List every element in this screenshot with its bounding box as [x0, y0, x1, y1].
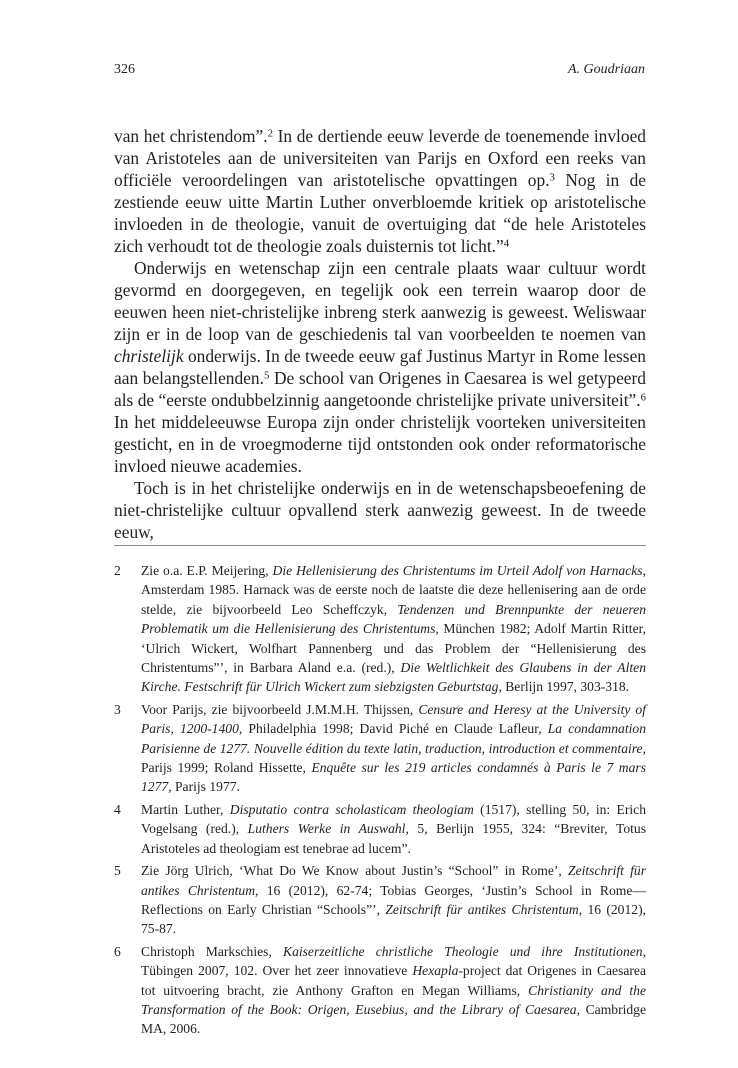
- footnote-divider: [114, 545, 646, 546]
- paragraph: [114, 477, 646, 543]
- paragraph: [114, 125, 646, 257]
- italic-text: Disputatio contra scholasticam theologiam: [229, 801, 474, 817]
- text-run: (1517), stelling 50, in: Erich Vogelsang (red.),: [141, 801, 646, 837]
- text-run: , 5, Berlijn 1955, 324: “Breviter, Totus Aristoteles ad theologiam est tenebrae ad lucem”.: [141, 821, 646, 856]
- footnote-number: 4: [114, 801, 121, 817]
- italic-text: Kaiserzeitliche christliche Theologie und ihre Institutionen: [283, 943, 643, 959]
- text-run: , München 1982; Adolf Martin Ritter, ‘Ulrich Wickert, Wolfhart Pannenberg und das Problem der “Hellenisierung des Christentums”’, in Barbara Aland e.a. (red.),: [141, 621, 646, 676]
- text-run: Martin Luther,: [141, 801, 230, 817]
- text-run: , Amsterdam 1985. Harnack was de eerste noch de laatste die deze hellenisering aan de orde stelde, zie bijvoorbeeld Leo Scheffczyk,: [141, 563, 646, 617]
- italic-text: Hexapla: [412, 963, 459, 979]
- text-run: , Philadelphia 1998; David Piché en Claude Lafleur,: [238, 721, 548, 737]
- footnotes: [114, 561, 646, 1042]
- footnote: [114, 800, 646, 858]
- footnote: [114, 700, 646, 797]
- footnote-number: 6: [114, 943, 121, 959]
- text-run: , 16 (2012), 62-74; Tobias Georges, ‘Justin’s School in Rome—Reflections on Early Christian “Schools”’,: [141, 882, 646, 917]
- italic-text: Zeitschrift für antikes Christentum: [141, 863, 646, 898]
- italic-text: Die Weltlichkeit des Glaubens in der Alten Kirche. Festschrift für Ulrich Wickert zum siebzigsten Geburtstag: [141, 660, 646, 695]
- italic-text: La condamnation Parisienne de 1277. Nouvelle édition du texte latin, traduction, introduction et commentaire: [141, 721, 646, 756]
- text-run: De school van Origenes in Caesarea is wel getypeerd als de “eerste ondubbelzinnig aangetoonde christelijke private universiteit”.: [114, 368, 646, 410]
- text-run: , Tübingen 2007, 102. Over het zeer innovatieve: [141, 943, 646, 979]
- text-run: , Berlijn 1997, 303-318.: [498, 679, 630, 695]
- footnote-ref: 3: [549, 171, 555, 184]
- text-run: -project dat Origenes in Caesarea tot uitvoering bracht, zie Anthony Grafton en Megan Williams,: [141, 963, 646, 998]
- text-run: Zie o.a. E.P. Meijering,: [141, 563, 273, 578]
- footnote-number: 3: [114, 701, 121, 717]
- page-number: 326: [114, 62, 135, 77]
- italic-text: Enquête sur les 219 articles condamnés à Paris le 7 mars 1277: [141, 760, 646, 795]
- italic-text: Censure and Heresy at the University of Paris, 1200-1400: [141, 701, 646, 737]
- text-run: Zie Jörg Ulrich, ‘What Do We Know about Justin’s “School” in Rome’,: [141, 863, 569, 879]
- text-run: , Cambridge MA, 2006.: [141, 1001, 646, 1037]
- text-run: , Parijs 1977.: [168, 779, 240, 795]
- italic-text: Zeitschrift für antikes Christentum: [385, 901, 579, 917]
- footnote: [114, 861, 646, 939]
- footnote-ref: 4: [503, 237, 510, 250]
- footnote-ref: 6: [640, 391, 646, 404]
- footnote: [114, 561, 646, 697]
- footnote-number: 2: [114, 563, 121, 578]
- italic-text: Tendenzen und Brennpunkte der neueren Problematik um die Hellenisierung des Christentums: [141, 601, 646, 637]
- text-run: Toch is in het christelijke onderwijs en in de wetenschapsbeoefening de niet-christelijke cultuur opvallend sterk aanwezig geweest. In de tweede eeuw,: [114, 478, 646, 542]
- paragraph: [114, 257, 646, 477]
- text-run: , Parijs 1999; Roland Hissette,: [141, 740, 646, 776]
- footnote: [114, 942, 646, 1039]
- text-run: In het middeleeuwse Europa zijn onder christelijk voorteken universiteiten gesticht, en in de vroegmoderne tijd ontstonden ook onder reformatorische invloed nieuwe academies.: [114, 412, 646, 476]
- text-run: Voor Parijs, zie bijvoorbeeld J.M.M.H. Thijssen,: [141, 701, 419, 717]
- running-head-author: A. Goudriaan: [568, 62, 645, 77]
- italic-text: Christianity and the Transformation of the Book: Origen, Eusebius, and the Library of Caesarea: [141, 982, 646, 1017]
- italic-text: Die Hellenisierung des Christentums im Urteil Adolf von Harnacks: [272, 563, 643, 578]
- text-run: onderwijs. In de tweede eeuw gaf Justinus Martyr in Rome lessen aan belangstellenden.: [114, 346, 646, 388]
- text-run: Onderwijs en wetenschap zijn een centrale plaats waar cultuur wordt gevormd en doorgegeven, en tegelijk ook een terrein waarop door de eeuwen heen niet-christelijke inbreng sterk aanwezig is geweest. Weliswaar zijn er in de loop van de geschiedenis tal van voorbeelden te noemen van: [114, 258, 646, 344]
- text-run: van het christendom”.: [114, 126, 268, 146]
- footnote-number: 5: [114, 863, 121, 879]
- main-text: [114, 125, 646, 543]
- text-run: Christoph Markschies,: [141, 943, 283, 959]
- text-run: In de dertiende eeuw leverde de toenemende invloed van Aristoteles aan de universiteiten van Parijs en Oxford een reeks van officiële veroordelingen van aristotelische opvattingen op.: [114, 126, 646, 190]
- footnote-ref: 5: [263, 369, 270, 382]
- footnote-ref: 2: [267, 127, 274, 140]
- italic-text: christelijk: [114, 346, 184, 366]
- italic-text: Luthers Werke in Auswahl: [247, 821, 406, 837]
- text-run: , 16 (2012), 75-87.: [141, 901, 646, 937]
- text-run: Nog in de zestiende eeuw uitte Martin Luther onverbloemde kritiek op aristotelische invloeden in de theologie, vanuit de overtuiging dat “de hele Aristoteles zich verhoudt tot de theologie zoals duisternis tot licht.”: [114, 170, 647, 256]
